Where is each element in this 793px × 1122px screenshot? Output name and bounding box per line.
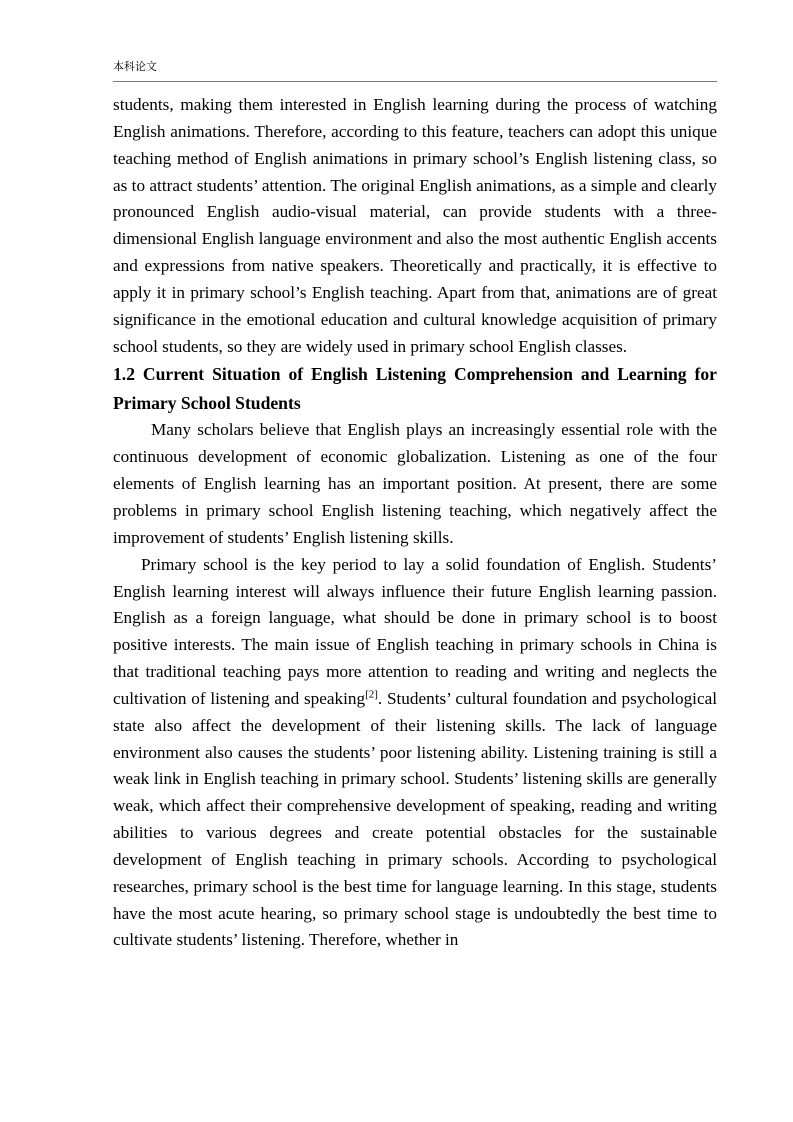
paragraph-text-before-citation: Primary school is the key period to lay a solid foundation of English. Students’ English learning interest will always influence their future English learning passion. English as a foreign language, what should be done in primary school is to boost positive interests. The main issue of English teaching in primary schools in China is that traditional teaching pays more attention to reading and writing and neglects the cultivation of listening and speaking	[113, 554, 717, 708]
page-body	[113, 92, 717, 954]
paragraph-primary-school	[113, 552, 717, 955]
running-header: 本科论文	[113, 60, 157, 73]
paragraph-text-after-citation: . Students’ cultural foundation and psychological state also affect the development of their listening skills. The lack of language environment also causes the students’ poor listening ability. Listening training is still a weak link in English teaching in primary school. Students’ listening skills are generally weak, which affect their comprehensive development of speaking, reading and writing abilities to various degrees and create potential obstacles for the sustainable development of English teaching in primary schools. According to psychological researches, primary school is the best time for language learning. In this stage, students have the most acute hearing, so primary school stage is undoubtedly the best time to cultivate students’ listening. Therefore, whether in	[113, 688, 717, 950]
citation-marker[interactable]: [2]	[365, 688, 378, 701]
paragraph-scholars: Many scholars believe that English plays an increasingly essential role with the continuous development of economic globalization. Listening as one of the four elements of English learning has an important position. At present, there are some problems in primary school English listening teaching, which negatively affect the improvement of students’ English listening skills.	[113, 420, 717, 547]
header-rule	[113, 81, 717, 82]
paragraph-continuation: students, making them interested in English learning during the process of watching English animations. Therefore, according to this feature, teachers can adopt this unique teaching method of English animations in primary school’s English listening class, so as to attract students’ attention. The original English animations, as a simple and clearly pronounced English audio-visual material, can provide students with a three-dimensional English language environment and also the most authentic English accents and expressions from native speakers. Theoretically and practically, it is effective to apply it in primary school’s English teaching. Apart from that, animations are of great significance in the emotional education and cultural knowledge acquisition of primary school students, so they are widely used in primary school English classes.	[113, 95, 717, 356]
section-heading: 1.2 Current Situation of English Listening Comprehension and Learning for Primary School Students	[113, 364, 717, 413]
